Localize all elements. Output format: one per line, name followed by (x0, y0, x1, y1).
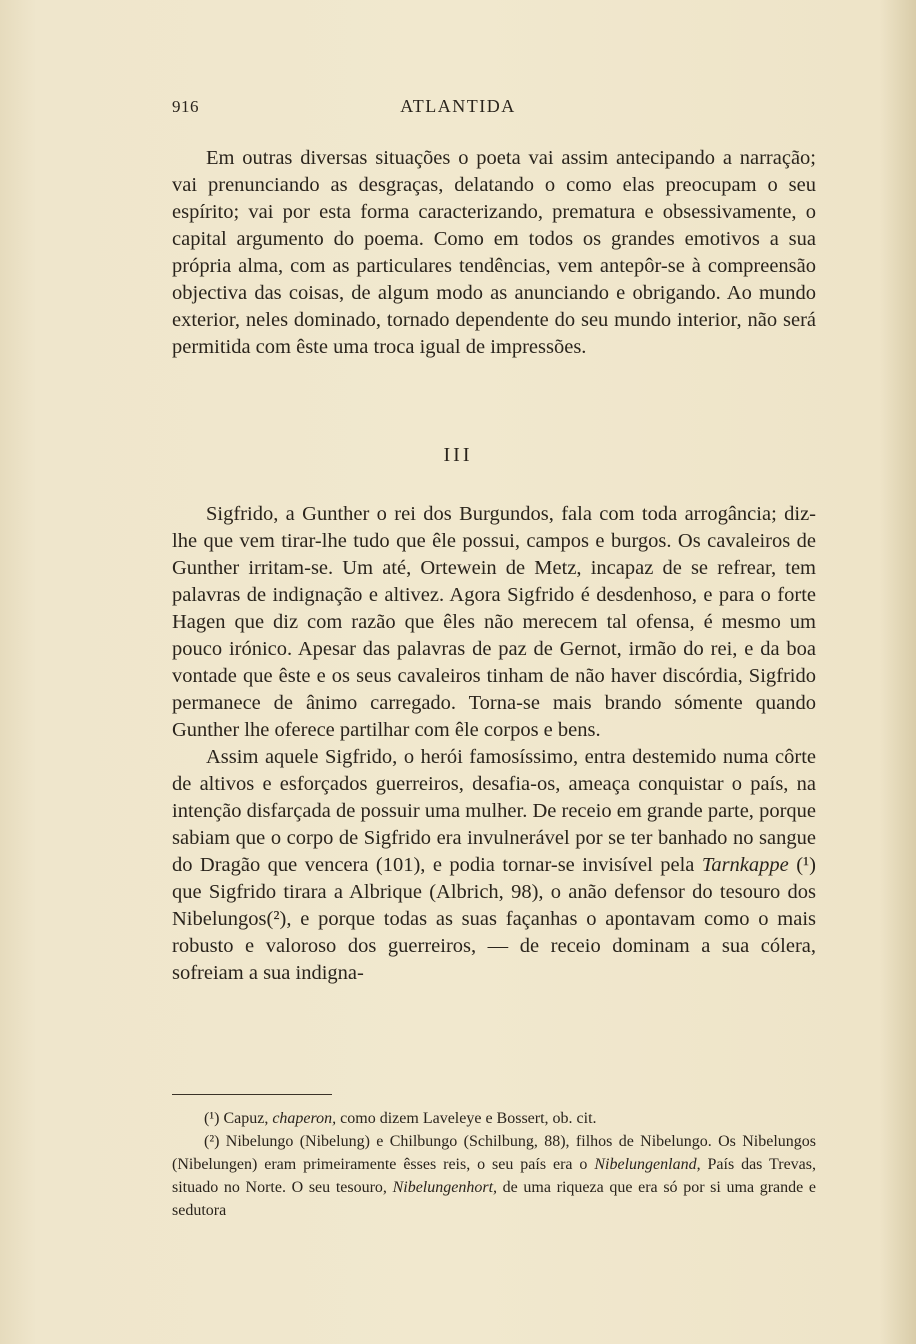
footnote-divider (172, 1094, 332, 1095)
footnote-1 (172, 1107, 816, 1130)
footnote-2-marker: (²) (204, 1133, 220, 1150)
footnote-2-text-end: de uma riqueza que era só por si uma grande e sedutora (172, 1179, 816, 1219)
nibelungenland-term: Nibelungenland (594, 1156, 697, 1173)
paragraph-3-part-3: , e porque todas as suas façanhas o apontavam como o mais robusto e valoroso dos guerreiros, — de receio dominam a sua cólera, sofreiam a sua indigna- (172, 908, 816, 984)
paragraph-2: Sigfrido, a Gunther o rei dos Burgundos, fala com toda arrogância; diz-lhe que vem tirar-lhe tudo que êle possui, campos e burgos. Os cavaleiros de Gunther irritam-se. Um até, Ortewein de Metz, incapaz de se refrear, tem palavras de indignação e altivez. Agora Sigfrido é desdenhoso, e para o forte Hagen que diz com razão que êles não merecem tal ofensa, é mesmo um pouco irónico. Apesar das palavras de paz de Gernot, irmão do rei, e da boa vontade que êste e os seus cavaleiros tinham de não haver discórdia, Sigfrido permanece de ânimo carregado. Torna-se mais brando sómente quando Gunther lhe oferece partilhar com êle corpos e bens. (172, 503, 816, 741)
footnote-1-italic: chaperon, (272, 1110, 337, 1127)
page-number: 916 (172, 97, 199, 116)
footnote-ref-2: (²) (266, 908, 287, 930)
paragraph-1: Em outras diversas situações o poeta vai assim antecipando a narração; vai prenunciando as desgraças, delatando o como elas preocupam o seu espírito; vai por esta forma caracterizando, prematura e obsessivamente, o capital argumento do poema. Como em todos os grandes emotivos a sua própria alma, com as particulares tendências, vem antepôr-se à compreensão objectiva das coisas, de algum modo as anunciando e obrigando. Ao mundo exterior, neles dominado, tornado dependente do seu mundo interior, não será permitida com êste uma troca igual de impressões. (172, 147, 816, 358)
footnote-2-text-mid: , País das Trevas, situado no Norte. O seu tesouro, (172, 1156, 817, 1196)
tarnkappe-term: Tarnkappe (701, 854, 789, 876)
running-title: ATLANTIDA (400, 96, 516, 116)
footnotes (172, 1107, 816, 1222)
paragraph-1-block (172, 145, 816, 361)
footnote-ref-1: (¹) (796, 854, 817, 876)
paragraph-3 (172, 744, 816, 987)
paragraph-3-part-2: que Sigfrido tirara a Albrique (Albrich, 98), o anão defensor do tesouro dos Nibelungos (172, 881, 816, 930)
section-body (172, 501, 816, 987)
footnote-1-text-end: como dizem Laveleye e Bossert, ob. cit. (336, 1110, 597, 1127)
footnote-2 (172, 1130, 816, 1222)
section-numeral: III (443, 444, 473, 466)
footnote-1-marker: (¹) (204, 1110, 220, 1127)
footnote-2-text: Nibelungo (Nibelung) e Chilbungo (Schilbung, 88), filhos de Nibelungo. Os Nibelungos (Nibelungen) eram primeiramente êsses reis, o seu país era o (172, 1133, 816, 1173)
paragraph-3-part-1: Assim aquele Sigfrido, o herói famosíssimo, entra destemido numa côrte de altivos e esforçados guerreiros, desafia-os, ameaça conquistar o país, na intenção disfarçada de possuir uma mulher. De receio em grande parte, porque sabiam que o corpo de Sigfrido era invulnerável por se ter banhado no sangue do Dragão que vencera (101), e podia tornar-se invisível pela (172, 746, 816, 876)
footnote-1-text: Capuz, (219, 1110, 273, 1127)
nibelungenhort-term: Nibelungenhort, (392, 1179, 498, 1196)
